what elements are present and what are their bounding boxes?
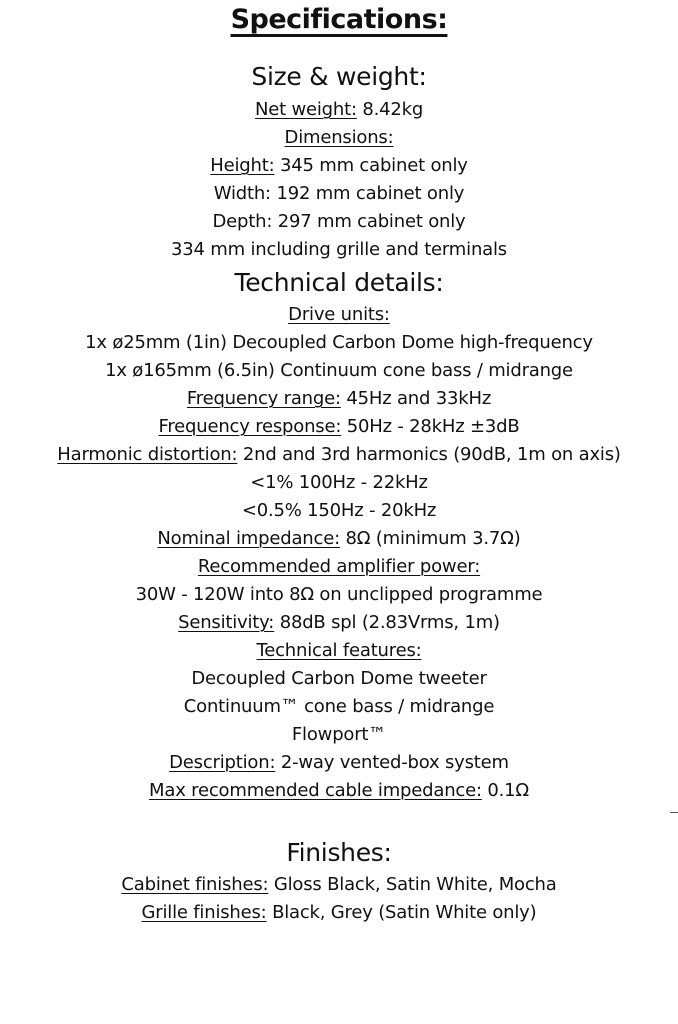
depth-line: Depth: 297 mm cabinet only (212, 211, 466, 232)
feature-3-line: Flowport™ (291, 724, 387, 745)
cabinet-finishes-line (0, 871, 678, 899)
drive-units-line (0, 301, 678, 329)
height-value: 345 mm cabinet only (274, 155, 468, 176)
drive-units-label: Drive units: (288, 304, 390, 325)
net-weight-line (0, 96, 678, 124)
cable-impedance-value: 0.1Ω (481, 780, 529, 801)
grille-finishes-line (0, 899, 678, 927)
amplifier-label-line (0, 553, 678, 581)
frequency-response-value: 50Hz - 28kHz ±3dB (341, 416, 520, 437)
description-value: 2-way vented-box system (275, 752, 509, 773)
net-weight-value: 8.42kg (356, 99, 424, 120)
description-label: Description: (169, 752, 276, 773)
amplifier-value-line: 30W - 120W into 8Ω on unclipped programme (135, 584, 543, 605)
impedance-label: Nominal impedance: (157, 528, 340, 549)
frequency-response-line (0, 413, 678, 441)
cabinet-finishes-label: Cabinet finishes: (121, 874, 269, 895)
feature-1-line: Decoupled Carbon Dome tweeter (191, 668, 487, 689)
sensitivity-label: Sensitivity: (178, 612, 275, 633)
technical-heading: Technical details: (234, 268, 444, 297)
size-weight-heading: Size & weight: (251, 62, 427, 91)
height-label: Height: (210, 155, 275, 176)
depth-extra-line: 334 mm including grille and terminals (171, 239, 507, 260)
cabinet-finishes-value: Gloss Black, Satin White, Mocha (268, 874, 557, 895)
drive-unit-2-line: 1x ø165mm (6.5in) Continuum cone bass / midrange (105, 360, 573, 381)
width-line: Width: 192 mm cabinet only (213, 183, 465, 204)
page-title (0, 2, 678, 38)
impedance-value: 8Ω (minimum 3.7Ω) (339, 528, 521, 549)
cable-impedance-line (0, 777, 678, 805)
sensitivity-line (0, 609, 678, 637)
description-line (0, 749, 678, 777)
harmonic-1-line: <1% 100Hz - 22kHz (250, 472, 428, 493)
dimensions-label: Dimensions: (284, 127, 394, 148)
net-weight-label: Net weight: (254, 99, 357, 120)
grille-finishes-value: Black, Grey (Satin White only) (266, 902, 537, 923)
grille-finishes-label: Grille finishes: (141, 902, 267, 923)
page-title-text: Specifications: (230, 4, 448, 35)
dimensions-line (0, 124, 678, 152)
edge-tick-mark (670, 812, 678, 813)
features-label-line (0, 637, 678, 665)
impedance-line (0, 525, 678, 553)
drive-unit-1-line: 1x ø25mm (1in) Decoupled Carbon Dome high-frequency (85, 332, 593, 353)
amplifier-label: Recommended amplifier power: (197, 556, 481, 577)
harmonic-distortion-label: Harmonic distortion: (57, 444, 238, 465)
harmonic-distortion-value: 2nd and 3rd harmonics (90dB, 1m on axis) (237, 444, 621, 465)
harmonic-2-line: <0.5% 150Hz - 20kHz (241, 500, 437, 521)
frequency-range-label: Frequency range: (186, 388, 341, 409)
height-line (0, 152, 678, 180)
frequency-response-label: Frequency response: (158, 416, 342, 437)
cable-impedance-label: Max recommended cable impedance: (149, 780, 482, 801)
frequency-range-line (0, 385, 678, 413)
sensitivity-value: 88dB spl (2.83Vrms, 1m) (274, 612, 500, 633)
finishes-heading: Finishes: (286, 838, 392, 867)
features-label: Technical features: (256, 640, 422, 661)
feature-2-line: Continuum™ cone bass / midrange (183, 696, 495, 717)
harmonic-distortion-line (0, 441, 678, 469)
frequency-range-value: 45Hz and 33kHz (340, 388, 492, 409)
